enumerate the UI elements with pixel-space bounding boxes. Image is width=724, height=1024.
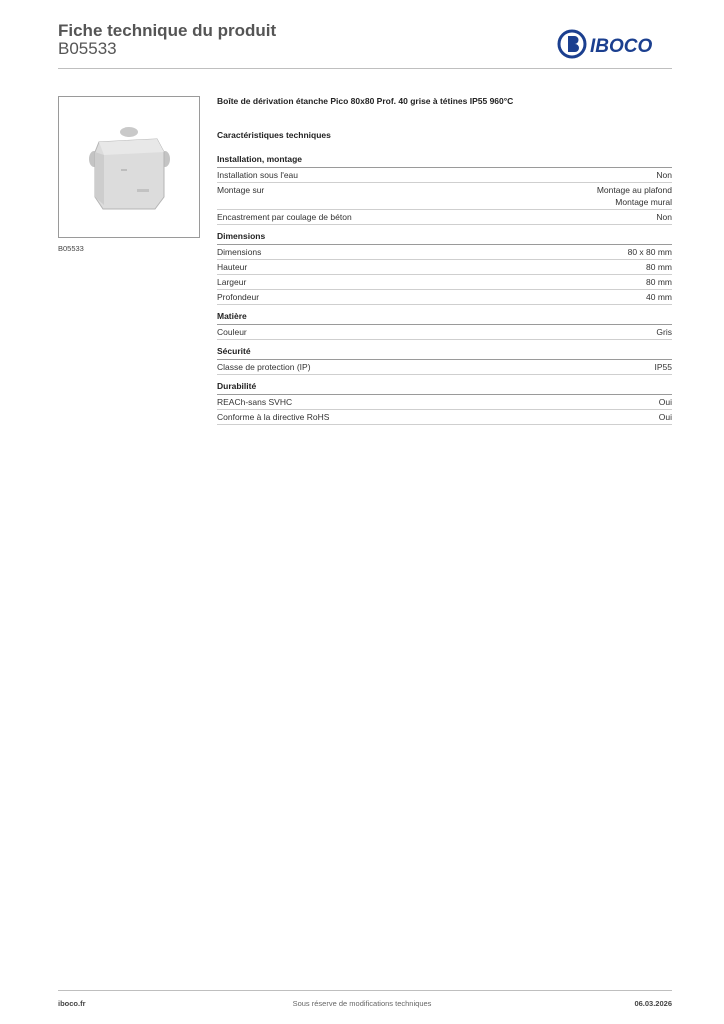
spec-value: 80 mm xyxy=(646,262,672,272)
spec-section xyxy=(217,346,672,375)
spec-section xyxy=(217,231,672,305)
spec-value: Oui xyxy=(658,412,672,422)
page-title: Fiche technique du produit xyxy=(58,21,277,40)
junction-box-image xyxy=(59,97,199,237)
spec-section-title: Sécurité xyxy=(217,346,672,360)
spec-row xyxy=(217,325,672,340)
product-image-frame xyxy=(58,96,200,238)
spec-values xyxy=(656,326,672,338)
spec-label: REACh-sans SVHC xyxy=(217,397,293,407)
product-code: B05533 xyxy=(58,39,117,58)
spec-section-title: Matière xyxy=(217,311,672,325)
spec-section xyxy=(217,311,672,340)
spec-row xyxy=(217,290,672,305)
spec-values xyxy=(656,211,672,223)
spec-value: Oui xyxy=(658,397,672,407)
spec-values xyxy=(655,361,673,373)
spec-section xyxy=(217,381,672,425)
spec-values xyxy=(659,411,672,423)
spec-label: Hauteur xyxy=(217,262,248,272)
spec-row xyxy=(217,168,672,183)
spec-values xyxy=(646,261,672,273)
spec-value: Gris xyxy=(656,327,672,337)
spec-table xyxy=(217,154,672,431)
spec-row xyxy=(217,245,672,260)
spec-section xyxy=(217,154,672,225)
spec-value: IP55 xyxy=(654,362,672,372)
brand-wordmark: IBOCO xyxy=(590,36,653,57)
spec-row xyxy=(217,360,672,375)
spec-row xyxy=(217,275,672,290)
spec-values xyxy=(628,246,672,258)
spec-row xyxy=(217,183,672,210)
spec-value: 80 mm xyxy=(646,277,672,287)
spec-value: 80 x 80 mm xyxy=(627,247,672,257)
spec-value: Non xyxy=(656,212,672,222)
footer-site-link[interactable]: iboco.fr xyxy=(58,999,86,1008)
spec-value: Non xyxy=(656,170,672,180)
spec-value: 40 mm xyxy=(646,292,672,302)
spec-label: Conforme à la directive RoHS xyxy=(217,412,330,422)
spec-value: Montage mural xyxy=(615,197,672,207)
spec-section-title: Installation, montage xyxy=(217,154,672,168)
spec-label: Encastrement par coulage de béton xyxy=(217,212,352,222)
spec-row xyxy=(217,410,672,425)
spec-label: Montage sur xyxy=(217,185,265,195)
spec-label: Classe de protection (IP) xyxy=(217,362,311,372)
image-caption: B05533 xyxy=(58,244,84,253)
footer-note: Sous réserve de modifications techniques xyxy=(292,999,432,1008)
footer-date: 06.03.2026 xyxy=(634,999,672,1008)
spec-row xyxy=(217,260,672,275)
spec-row xyxy=(217,210,672,225)
footer-divider xyxy=(58,990,672,991)
spec-values xyxy=(646,276,672,288)
spec-values xyxy=(646,291,672,303)
spec-label: Installation sous l'eau xyxy=(217,170,299,180)
spec-label: Dimensions xyxy=(217,247,262,257)
spec-values xyxy=(659,396,672,408)
spec-label: Largeur xyxy=(217,277,247,287)
header-divider xyxy=(58,68,672,69)
spec-section-title: Durabilité xyxy=(217,381,672,395)
spec-heading: Caractéristiques techniques xyxy=(217,130,331,140)
spec-section-title: Dimensions xyxy=(217,231,672,245)
spec-label: Profondeur xyxy=(217,292,260,302)
product-title: Boîte de dérivation étanche Pico 80x80 Prof. 40 grise à tétines IP55 960°C xyxy=(217,96,514,106)
iboco-logo xyxy=(557,29,675,59)
spec-value: Montage au plafond xyxy=(596,185,672,195)
spec-row xyxy=(217,395,672,410)
spec-values xyxy=(597,184,672,208)
spec-label: Couleur xyxy=(217,327,247,337)
spec-values xyxy=(656,169,672,181)
